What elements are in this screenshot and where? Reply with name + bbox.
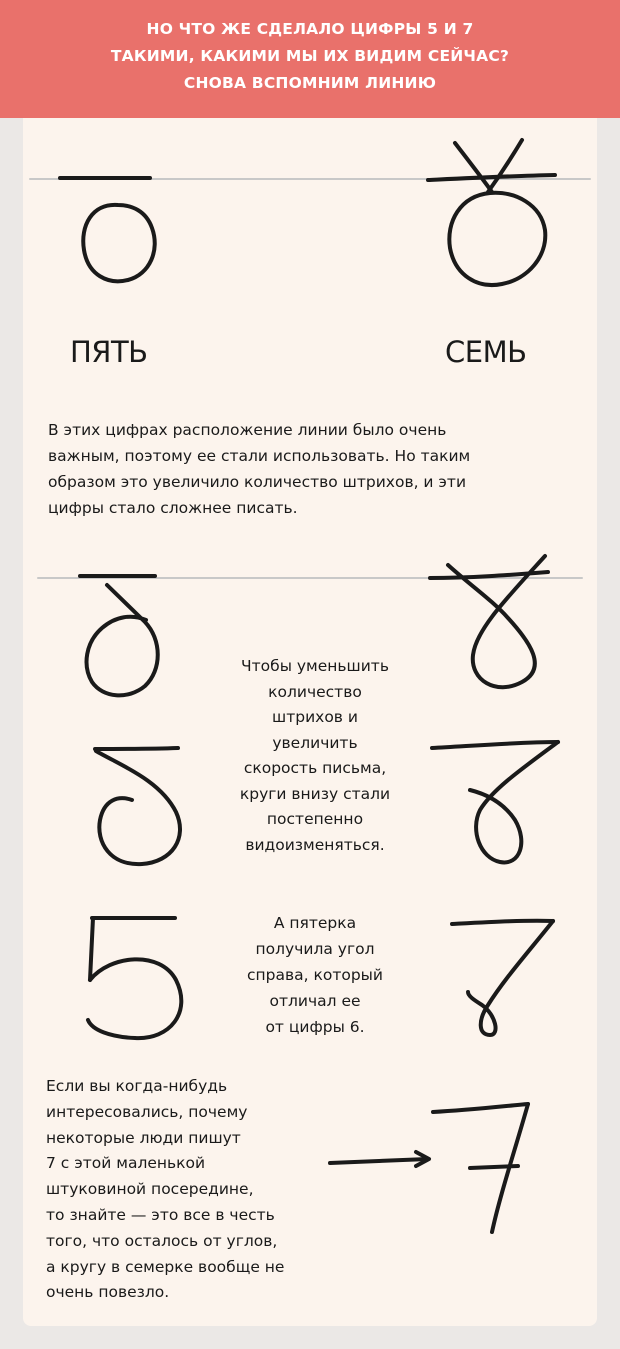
paragraph4-line: интересовались, почему bbox=[46, 1102, 248, 1121]
paragraph3-line: от цифры 6. bbox=[265, 1018, 365, 1036]
five-stage4-stem bbox=[90, 918, 93, 980]
paragraph3-line: справа, который bbox=[247, 966, 383, 984]
seven-stage3-loop bbox=[470, 742, 558, 862]
paragraph4-line: 7 с этой маленькой bbox=[46, 1154, 206, 1173]
paragraph3-line: получила угол bbox=[255, 940, 375, 958]
label-seven: СЕМЬ bbox=[445, 335, 527, 369]
seven-stage4-top bbox=[452, 921, 553, 924]
seven-original-stroke-a bbox=[455, 143, 492, 192]
paragraph2-line: штрихов и bbox=[272, 708, 358, 726]
paragraph2-line: увеличить bbox=[272, 733, 358, 752]
paragraph1-line: цифры стало сложнее писать. bbox=[48, 499, 298, 517]
seven-stage4-stroke bbox=[468, 921, 553, 1035]
paragraph-five-corner bbox=[215, 910, 415, 1040]
seven-original-circle bbox=[449, 193, 545, 285]
five-stage4-bowl bbox=[88, 959, 181, 1038]
five-stage3-curve bbox=[96, 751, 180, 864]
paragraph4-line: того, что осталось от углов, bbox=[46, 1231, 278, 1250]
paragraph2-line: видоизменяться. bbox=[245, 835, 385, 854]
paragraph2-line: круги внизу стали bbox=[239, 784, 391, 803]
header-line-3: СНОВА ВСПОМНИМ ЛИНИЮ bbox=[183, 74, 437, 92]
paragraph4-line: очень повезло. bbox=[46, 1283, 170, 1302]
seven-final-crossbar bbox=[470, 1166, 518, 1168]
paragraph1-line: важным, поэтому ее стали использовать. Но таким bbox=[48, 447, 471, 465]
paragraph-stroke-reduction bbox=[205, 654, 425, 858]
paragraph2-line: количество bbox=[268, 682, 362, 701]
paragraph4-line: некоторые люди пишут bbox=[46, 1128, 241, 1147]
seven-stage3-top bbox=[432, 742, 558, 748]
label-five: ПЯТЬ bbox=[70, 335, 148, 369]
header-line-2: ТАКИМИ, КАКИМИ МЫ ИХ ВИДИМ СЕЙЧАС? bbox=[110, 47, 510, 65]
five-original-circle bbox=[83, 205, 154, 281]
seven-original-stroke-b bbox=[488, 140, 522, 192]
paragraph-seven-crossbar bbox=[46, 1074, 284, 1306]
paragraph2-line: постепенно bbox=[266, 810, 364, 828]
paragraph3-line: А пятерка bbox=[273, 914, 357, 932]
paragraph2-line: скорость письма, bbox=[243, 759, 387, 777]
paragraph4-line: то знайте — это все в честь bbox=[46, 1205, 275, 1224]
paragraph1-line: В этих цифрах расположение линии было очень bbox=[48, 421, 447, 439]
paragraph4-line: Если вы когда-нибудь bbox=[46, 1077, 228, 1095]
paragraph-line-history bbox=[48, 417, 470, 521]
paragraph4-line: штуковиной посередине, bbox=[46, 1180, 254, 1199]
five-stage2-loop bbox=[87, 585, 158, 695]
seven-final-top bbox=[433, 1104, 528, 1112]
five-stage3-top bbox=[95, 748, 178, 749]
paragraph2-line: Чтобы уменьшить bbox=[241, 657, 389, 675]
arrow-icon bbox=[330, 1159, 428, 1163]
paragraph3-line: отличал ее bbox=[269, 992, 361, 1010]
paragraph1-line: образом это увеличило количество штрихов, и эти bbox=[48, 473, 467, 491]
paragraph4-line: а кругу в семерке вообще не bbox=[46, 1257, 285, 1276]
header-line-1: НО ЧТО ЖЕ СДЕЛАЛО ЦИФРЫ 5 И 7 bbox=[146, 20, 474, 38]
